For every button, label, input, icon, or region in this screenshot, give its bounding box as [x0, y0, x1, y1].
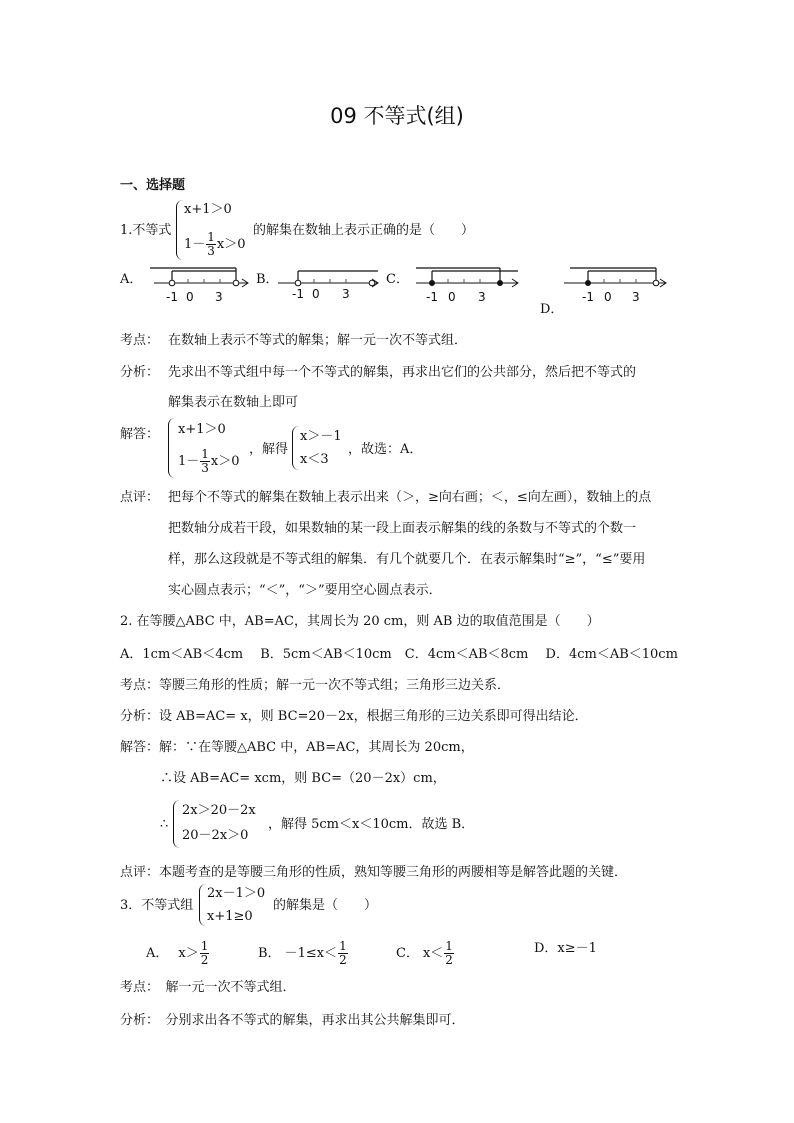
tick-b-3: 3 — [342, 287, 350, 301]
q3-prefix: 3．不等式组 — [120, 898, 194, 913]
ans-line2-b: x＞0 — [210, 453, 240, 469]
q1-jieda-label: 解答： — [120, 427, 160, 442]
q3-option-b-text: －1≤x＜ — [284, 945, 338, 961]
q2-jieda-1: 解答：解：∵在等腰△ABC 中，AB=AC，其周长为 20cm， — [120, 740, 474, 755]
frac-den: 2 — [445, 952, 453, 967]
q3-option-a — [146, 940, 210, 966]
fraction — [206, 231, 216, 257]
frac-num: 1 — [201, 447, 209, 461]
q1-line1: x+1＞0 — [184, 202, 232, 217]
option-d-label: D． — [540, 302, 564, 317]
q1-ans-end: ，故选：A． — [348, 442, 423, 457]
frac-num: 1 — [200, 939, 209, 953]
tick-c-3: 3 — [478, 290, 486, 304]
q1-ans-mid: ，解得 — [249, 442, 289, 457]
number-line-b — [274, 263, 384, 305]
tick-d-1: -1 — [582, 290, 594, 304]
q3-option-c-label: C． — [396, 945, 419, 961]
option-b-label: B． — [256, 272, 279, 287]
frac-num: 1 — [339, 939, 347, 953]
frac-num: 1 — [445, 939, 453, 953]
q1-ans-r2: x＜3 — [300, 452, 329, 467]
tick-c-2: 0 — [448, 290, 456, 304]
brace-icon — [292, 426, 299, 470]
tick-a-3: 3 — [215, 290, 223, 304]
q1-fenxi-2: 解集表示在数轴上即可 — [168, 395, 299, 410]
q1-dianping-label: 点评： — [120, 490, 160, 505]
tick-d-3: 3 — [632, 290, 640, 304]
tick-a-1: -1 — [166, 290, 178, 304]
q2-kaodian: 考点：等腰三角形的性质；解一元一次不等式组；三角形三边关系． — [120, 678, 511, 693]
q3-fenxi: 分析： 分别求出各不等式的解集，再求出其公共解集即可． — [120, 1013, 465, 1028]
q2-jieda-2: ∴设 AB=AC= xcm，则 BC=（20－2x）cm， — [160, 771, 446, 786]
brace-icon — [176, 200, 183, 260]
tick-b-2: 0 — [312, 287, 320, 301]
number-line-d — [560, 263, 672, 305]
frac-den: 2 — [339, 952, 347, 967]
q1-dianping-4: 实心圆点表示；“＜”，“＞”要用空心圆点表示． — [168, 583, 442, 598]
q1-ans-line2 — [178, 448, 240, 474]
q1-kaodian-label: 考点： — [120, 333, 160, 348]
fraction — [338, 940, 348, 966]
brace-icon — [168, 418, 175, 478]
q2-stem: 2. 在等腰△ABC 中，AB=AC，其周长为 20 cm，则 AB 边的取值范围是（ ） — [120, 614, 600, 629]
option-a-label: A． — [120, 272, 143, 287]
q1-suffix: 的解集在数轴上表示正确的是（ ） — [253, 223, 475, 238]
q1-kaodian: 在数轴上表示不等式的解集；解一元一次不等式组． — [168, 333, 468, 348]
q2-sys-l1: 2x＞20－2x — [182, 803, 256, 818]
fraction — [200, 940, 210, 966]
q3-suffix: 的解集是（ ） — [273, 898, 378, 913]
brace-icon — [173, 800, 180, 848]
q3-kaodian: 考点： 解一元一次不等式组． — [120, 980, 296, 995]
brace-icon — [199, 884, 206, 926]
q2-options: A．1cm＜AB＜4cm B．5cm＜AB＜10cm C．4cm＜AB＜8cm D．4cm＜AB＜10cm — [120, 647, 678, 662]
ans-line2-a: 1－ — [178, 453, 200, 469]
tick-a-2: 0 — [186, 290, 194, 304]
q1-fenxi-label: 分析： — [120, 365, 160, 380]
q1-fenxi-1: 先求出不等式组中每一个不等式的解集，再求出它们的公共部分，然后把不等式的 — [168, 365, 637, 380]
q3-option-b — [258, 940, 349, 966]
number-line-a — [144, 263, 254, 305]
tick-d-2: 0 — [604, 290, 612, 304]
q2-dianping: 点评：本题考查的是等腰三角形的性质，熟知等腰三角形的两腰相等是解答此题的关键． — [120, 865, 628, 880]
q1-ans-r1: x＞－1 — [300, 429, 342, 444]
q1-line2-a: 1－ — [184, 236, 206, 252]
q2-jieda-3-prefix: ∴ — [160, 817, 169, 832]
q2-sys-l2: 20－2x＞0 — [182, 828, 249, 843]
page-title: 09 不等式(组) — [330, 104, 464, 128]
q1-prefix: 1.不等式 — [120, 223, 172, 238]
frac-den: 3 — [207, 243, 215, 258]
fraction — [200, 448, 210, 474]
option-c-label: C． — [386, 272, 409, 287]
q3-option-d: D．x≥－1 — [534, 941, 597, 956]
q1-line2-b: x＞0 — [216, 236, 246, 252]
q3-option-c-text: x＜ — [422, 945, 444, 961]
fraction — [444, 940, 454, 966]
tick-b-1: -1 — [292, 287, 304, 301]
q1-ans-line1: x+1＞0 — [178, 422, 226, 437]
tick-c-1: -1 — [426, 290, 438, 304]
section-heading: 一、选择题 — [120, 178, 186, 193]
q3-l2: x+1≥0 — [207, 909, 253, 924]
frac-den: 3 — [201, 460, 209, 475]
q1-dianping-3: 样，那么这段就是不等式组的解集．有几个就要几个．在表示解集时“≥”，“≤”要用 — [168, 552, 646, 567]
q3-option-c — [396, 940, 455, 966]
q3-option-b-label: B． — [258, 945, 281, 961]
q3-l1: 2x－1＞0 — [207, 886, 266, 901]
q1-dianping-1: 把每个不等式的解集在数轴上表示出来（＞，≥向右画；＜，≤向左画），数轴上的点 — [168, 490, 652, 505]
frac-num: 1 — [207, 230, 215, 244]
q1-line2 — [184, 231, 246, 257]
q2-jieda-3-suffix: ，解得 5cm＜x＜10cm．故选 B． — [268, 817, 475, 832]
q3-option-a-label: A． — [146, 945, 169, 961]
frac-den: 2 — [200, 952, 209, 967]
q3-option-a-text: x＞ — [178, 945, 199, 961]
q1-dianping-2: 把数轴分成若干段，如果数轴的某一段上面表示解集的线的条数与不等式的个数一 — [168, 521, 637, 536]
q2-fenxi: 分析：设 AB=AC= x，则 BC=20－2x，根据三角形的三边关系即可得出结论． — [120, 709, 588, 724]
